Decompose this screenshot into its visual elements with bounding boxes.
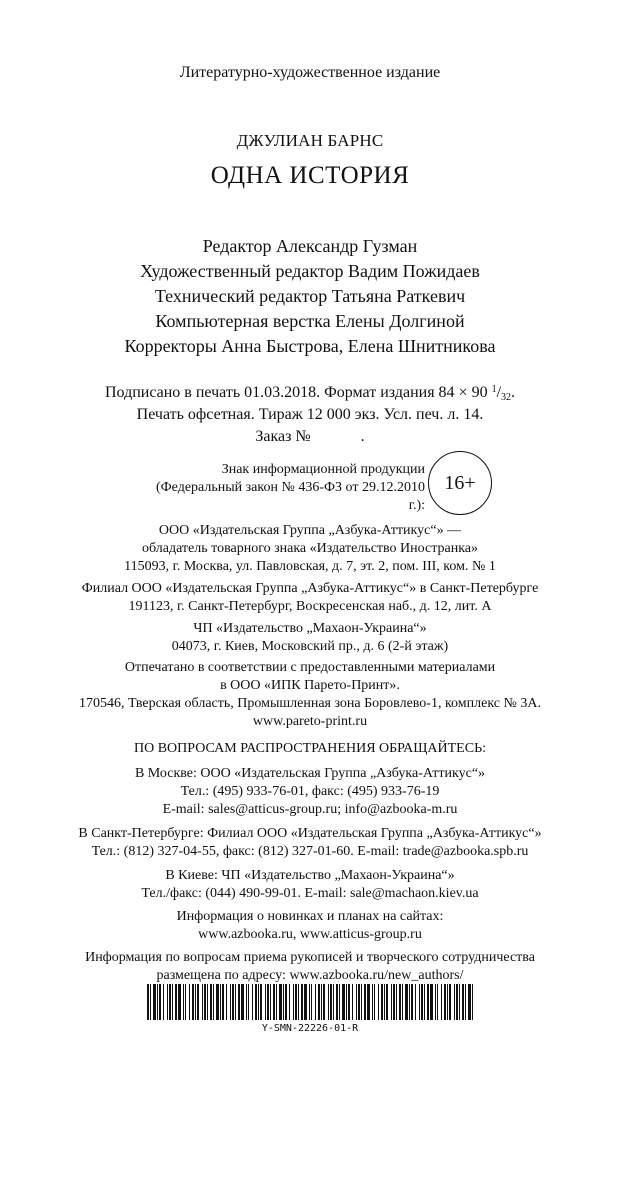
credit-tech-editor: Технический редактор Татьяна Раткевич (154, 286, 466, 306)
age-rating-badge: 16+ (428, 451, 492, 515)
distribution-line: В Киеве: ЧП «Издательство „Махаон-Украина“» (165, 868, 455, 883)
publisher-line: обладатель товарного знака «Издательство Иностранка» (141, 541, 479, 556)
distribution-line: Информация о новинках и планах на сайтах: (176, 909, 444, 924)
edition-type: Литературно-художественное издание (179, 64, 441, 81)
publisher-line: 04073, г. Киев, Московский пр., д. 6 (2-й этаж) (171, 639, 449, 654)
print-format-line: Подписано в печать 01.03.2018. Формат издания 84 × 90 $^1/_{32}$. (104, 384, 516, 403)
credit-editor: Редактор Александр Гузман (202, 236, 418, 256)
print-run: Печать офсетная. Тираж 12 000 экз. Усл. печ. л. 14. (136, 406, 484, 423)
publisher-line: Филиал ООО «Издательская Группа „Азбука-Аттикус“» в Санкт-Петербурге (81, 581, 539, 596)
barcode (147, 984, 473, 1020)
product-sign-line1: Знак информационной продукции (221, 462, 425, 477)
distribution-line: www.azbooka.ru, www.atticus-group.ru (198, 927, 422, 942)
credit-proofreaders: Корректоры Анна Быстрова, Елена Шнитникова (124, 336, 496, 356)
publisher-line: 115093, г. Москва, ул. Павловская, д. 7, эт. 2, пом. III, ком. № 1 (124, 559, 496, 574)
publisher-line: ООО «Издательская Группа „Азбука-Аттикус“» — (158, 523, 462, 538)
print-signed: Подписано в печать 01.03.2018. Формат издания 84 × 90 (104, 384, 488, 401)
publisher-line: 170546, Тверская область, Промышленная зона Боровлево-1, комплекс № 3А. (79, 696, 541, 711)
distribution-line: размещена по адресу: www.azbooka.ru/new_authors/ (156, 968, 464, 983)
order-end: . (360, 428, 365, 445)
publisher-website: www.pareto-print.ru (252, 714, 368, 729)
order-number (0, 428, 620, 446)
product-sign (140, 461, 425, 515)
publisher-line: ЧП «Издательство „Махаон-Украина“» (193, 621, 427, 636)
product-sign-law: (Федеральный закон № 436-ФЗ от 29.12.2010 г.): (155, 480, 425, 513)
distribution-heading: ПО ВОПРОСАМ РАСПРОСТРАНЕНИЯ ОБРАЩАЙТЕСЬ: (134, 741, 486, 756)
distribution-line: В Санкт-Петербурге: Филиал ООО «Издательская Группа „Азбука-Аттикус“» (78, 826, 542, 841)
distribution-line: Информация по вопросам приема рукописей и творческого сотрудничества (85, 950, 535, 965)
barcode-label: Y-SMN-22226-01-R (261, 1023, 359, 1034)
publisher-line: 191123, г. Санкт-Петербург, Воскресенская наб., д. 12, лит. А (128, 599, 492, 614)
book-title: ОДНА ИСТОРИЯ (210, 162, 410, 189)
publisher-line: в ООО «ИПК Парето-Принт». (220, 678, 400, 693)
format-fraction-den: 32 (501, 392, 512, 403)
order-label: Заказ № (255, 428, 311, 445)
distribution-line: В Москве: ООО «Издательская Группа „Азбука-Аттикус“» (134, 766, 486, 781)
credit-art-editor: Художественный редактор Вадим Пожидаев (140, 261, 480, 281)
distribution-line: Тел.: (495) 933-76-01, факс: (495) 933-76-19 (180, 784, 440, 799)
publisher-line: Отпечатано в соответствии с предоставленными материалами (124, 660, 496, 675)
credit-layout: Компьютерная верстка Елены Долгиной (155, 311, 465, 331)
print-line1-end: . (511, 384, 516, 401)
format-fraction-num: 1 (491, 384, 497, 395)
author-name: ДЖУЛИАН БАРНС (236, 131, 384, 150)
distribution-line: E-mail: sales@atticus-group.ru; info@azbooka-m.ru (162, 802, 458, 817)
distribution-line: Тел./факс: (044) 490-99-01. E-mail: sale@machaon.kiev.ua (141, 886, 479, 901)
distribution-line: Тел.: (812) 327-04-55, факс: (812) 327-01-60. E-mail: trade@azbooka.spb.ru (91, 844, 529, 859)
